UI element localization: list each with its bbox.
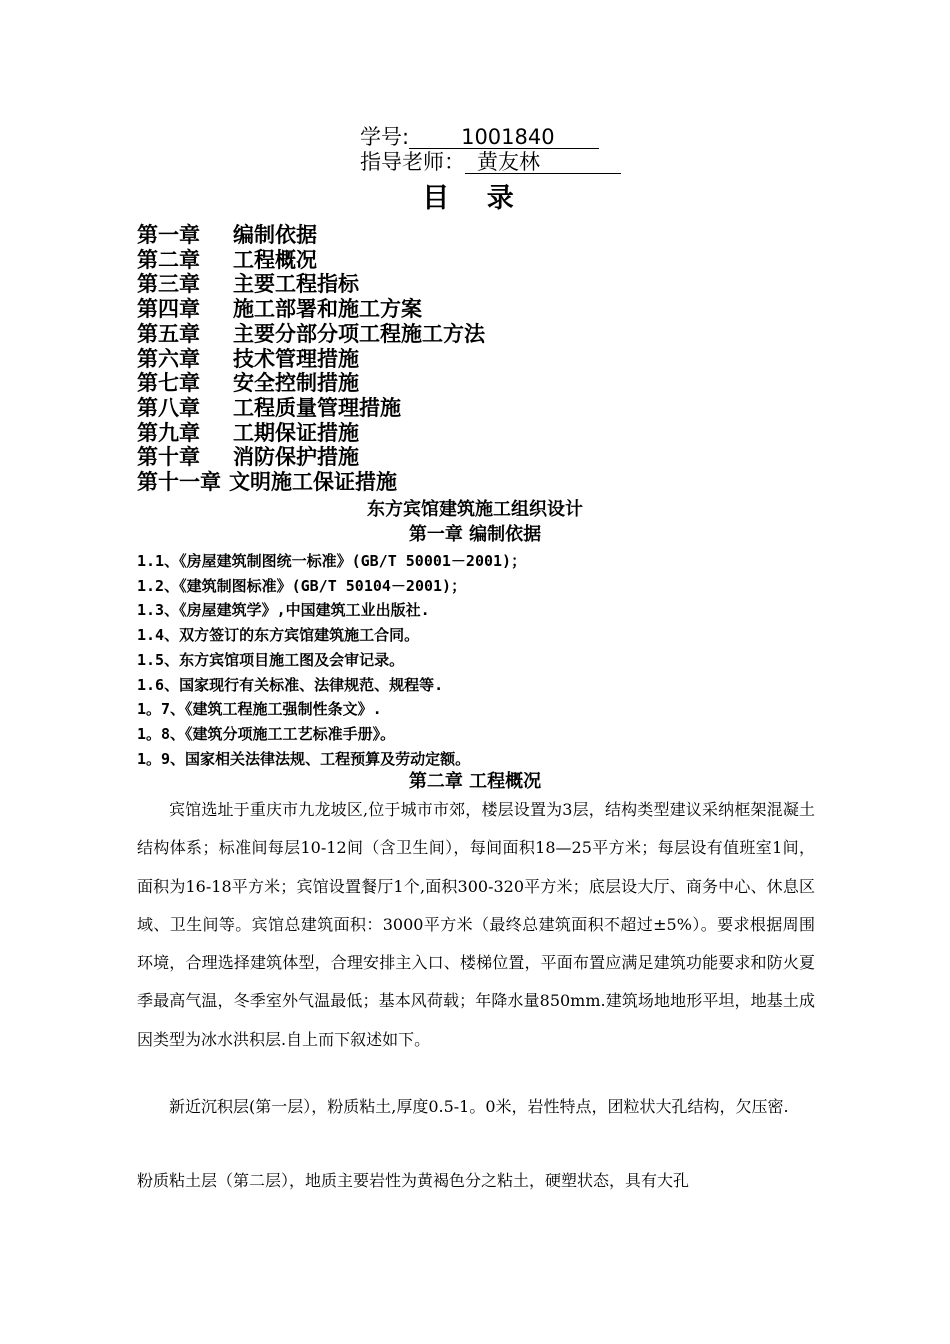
toc-item-title: 主要分部分项工程施工方法 — [233, 321, 485, 346]
toc-item-number: 第五章 — [137, 321, 200, 346]
student-id-line — [360, 124, 599, 150]
advisor-label: 指导老师： — [360, 150, 465, 174]
toc-item-title: 施工部署和施工方案 — [233, 297, 422, 322]
toc-item-title: 主要工程指标 — [233, 272, 359, 297]
reference-item: 1.6、国家现行有关标准、法律规范、规程等. — [137, 675, 444, 694]
reference-item: 1。7、《建筑工程施工强制性条文》. — [137, 700, 382, 719]
toc-item — [137, 371, 485, 396]
student-id-label: 学号: — [360, 125, 410, 149]
toc-item — [137, 297, 485, 322]
body-paragraph-block — [137, 1162, 815, 1200]
reference-list — [137, 549, 526, 771]
toc-item — [137, 322, 485, 347]
toc-item-number: 第二章 — [137, 247, 200, 272]
reference-item: 1.1、《房屋建筑制图统一标准》(GB/T 50001－2001)； — [137, 552, 527, 570]
toc-item-title: 工期保证措施 — [233, 420, 359, 445]
toc-item-number: 第八章 — [137, 395, 200, 420]
student-id-value: 1001840 — [409, 126, 599, 149]
toc-item-title: 工程质量管理措施 — [233, 395, 401, 420]
toc-title: 目 录 — [422, 183, 528, 214]
chapter-2-heading: 第二章 工程概况 — [408, 771, 542, 792]
toc-item-title: 技术管理措施 — [233, 346, 359, 371]
toc-item — [137, 470, 485, 495]
advisor-value: 黄友林 — [465, 151, 621, 174]
toc-item-title: 工程概况 — [233, 247, 317, 272]
advisor-line — [360, 149, 621, 175]
body-paragraph: 粉质粘土层（第二层），地质主要岩性为黄褐色分之粘土，硬塑状态，具有大孔 — [137, 1171, 690, 1190]
body-paragraph: 宾馆选址于重庆市九龙坡区,位于城市市郊，楼层设置为3层，结构类型建议采纳框架混凝土结构体系；标准间每层10-12间（含卫生间），每间面积18—25平方米；每层设有值班室1间，面积为16-18平方米；宾馆设置餐厅1个,面积300-320平方米；底层设大厅、商务中心、休息区域、卫生间等。宾馆总建筑面积：3000平方米（最终总建筑面积不超过±5%）。要求根据周围环境，合理选择建筑体型，合理安排主入口、楼梯位置，平面布置应满足建筑功能要求和防火夏季最高气温，冬季室外气温最低；基本风荷载；年降水量850mm.建筑场地地形平坦，地基土成因类型为冰水洪积层.自上而下叙述如下。 — [137, 800, 815, 1049]
body-paragraph: 新近沉积层(第一层），粉质粘土,厚度0.5-1。0米，岩性特点，团粒状大孔结构，欠压密. — [169, 1097, 789, 1116]
document-title: 东方宾馆建筑施工组织设计 — [367, 499, 583, 520]
reference-item: 1。9、国家相关法律法规、工程预算及劳动定额。 — [137, 749, 471, 768]
reference-item: 1.3、《房屋建筑学》,中国建筑工业出版社. — [137, 601, 430, 620]
toc-item — [137, 223, 485, 248]
reference-item: 1。8、《建筑分项施工工艺标准手册》。 — [137, 724, 396, 743]
reference-item: 1.2、《建筑制图标准》(GB/T 50104－2001)； — [137, 576, 467, 595]
body-paragraph-block — [137, 1088, 815, 1126]
toc-item-number: 第六章 — [137, 346, 200, 371]
toc-item — [137, 347, 485, 372]
toc-item-number: 第一章 — [137, 223, 200, 247]
toc-item — [137, 248, 485, 273]
toc-item-number: 第十一章 — [137, 470, 221, 495]
body-paragraph-block — [137, 791, 815, 1059]
toc-item — [137, 445, 485, 470]
toc-item-title: 编制依据 — [233, 223, 317, 247]
toc-item — [137, 396, 485, 421]
table-of-contents — [137, 223, 485, 495]
toc-item-number: 第九章 — [137, 420, 200, 445]
toc-item-title: 文明施工保证措施 — [229, 470, 397, 495]
toc-item-number: 第七章 — [137, 371, 200, 396]
toc-item-title: 安全控制措施 — [233, 371, 359, 396]
toc-item-title: 消防保护措施 — [233, 445, 359, 470]
reference-item: 1.4、双方签订的东方宾馆建筑施工合同。 — [137, 626, 420, 645]
chapter-1-heading: 第一章 编制依据 — [408, 524, 542, 545]
toc-item-number: 第四章 — [137, 297, 200, 322]
toc-item — [137, 272, 485, 297]
toc-item-number: 第三章 — [137, 272, 200, 297]
toc-item — [137, 421, 485, 446]
toc-item-number: 第十章 — [137, 445, 200, 470]
reference-item: 1.5、东方宾馆项目施工图及会审记录。 — [137, 650, 405, 669]
